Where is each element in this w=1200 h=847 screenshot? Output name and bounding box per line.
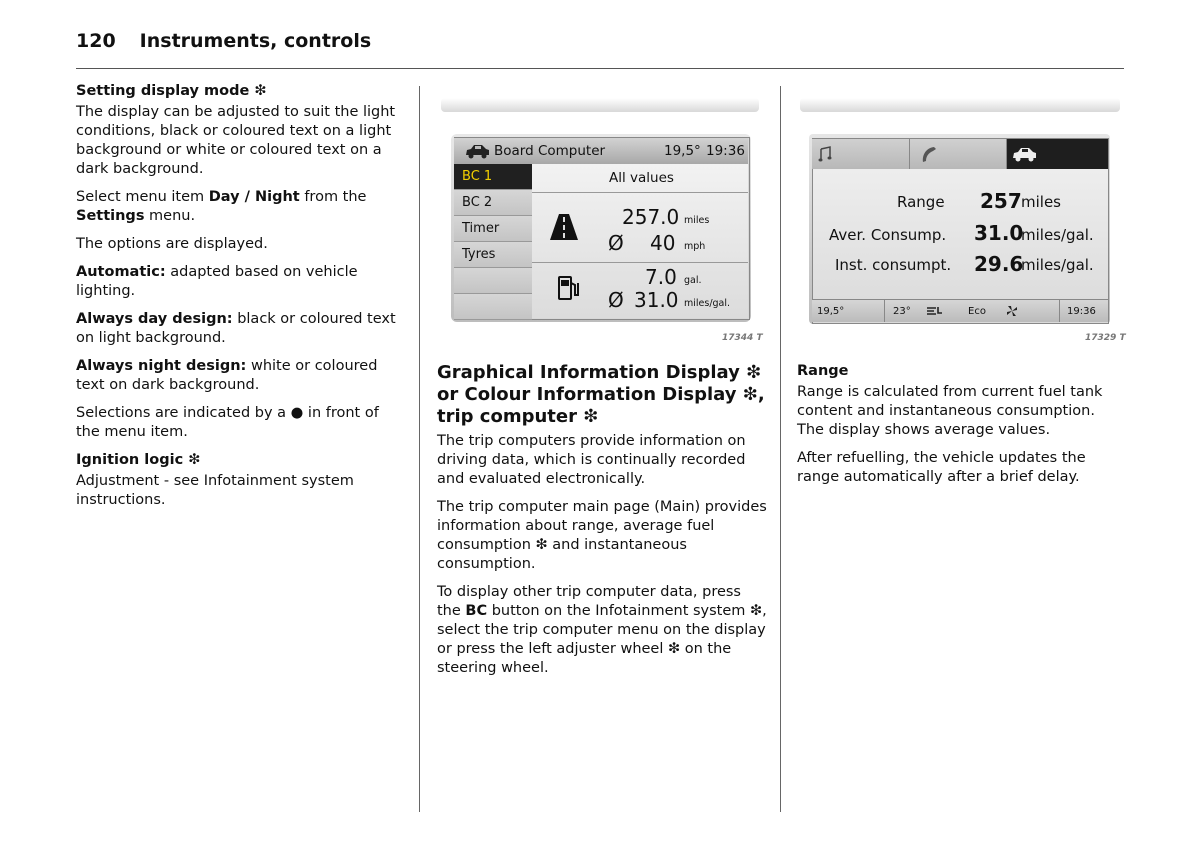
speed-value: 40 [650, 231, 676, 255]
menu-item-empty [454, 268, 532, 294]
column-1 [76, 82, 404, 519]
set-temperature: 23° [893, 306, 911, 317]
setting-display-text: The display can be adjusted to suit the light conditions, black or coloured text on a light background or white or coloured text on a dark background. [76, 104, 396, 177]
selection-indicator-text: Selections are indicated by a ● in front of the menu item. [76, 405, 379, 440]
outside-temperature: 19,5° [817, 306, 845, 317]
board-computer-title-bar [454, 138, 748, 164]
average-consumption-unit: miles/gal. [1021, 226, 1094, 244]
instant-consumption-value: 29.6 [974, 252, 1024, 276]
instant-consumption-label: Inst. consumpt. [835, 256, 952, 274]
display-tabs [812, 139, 1108, 169]
column-divider-2 [780, 86, 781, 812]
divider [532, 262, 748, 263]
average-symbol: Ø [608, 231, 624, 255]
ignition-logic-text: Adjustment - see Infotainment system instructions. [76, 473, 354, 508]
menu-item-empty [454, 294, 532, 320]
range-description: Range is calculated from current fuel tank content and instantaneous consumption. The display shows average values. [797, 384, 1103, 438]
instant-consumption-unit: miles/gal. [1021, 256, 1094, 274]
consumption-value: 31.0 [634, 288, 679, 312]
menu-item-timer[interactable]: Timer [454, 216, 532, 242]
status-bar [812, 299, 1108, 322]
menu-item-bc2[interactable]: BC 2 [454, 190, 532, 216]
divider [1059, 300, 1060, 322]
car-icon [1011, 146, 1037, 162]
range-unit: miles [1021, 193, 1061, 211]
day-design-option: Always day design: black or coloured text on light background. [76, 311, 396, 346]
tab-board-computer[interactable] [1007, 139, 1108, 169]
road-icon [550, 214, 578, 240]
divider [532, 192, 748, 193]
music-note-icon [818, 146, 832, 162]
board-computer-title: Board Computer [494, 143, 606, 159]
range-unit: miles [684, 215, 710, 226]
divider [884, 300, 885, 322]
fuel-value: 7.0 [645, 265, 677, 289]
average-symbol: Ø [608, 288, 624, 312]
menu-item-bc1[interactable]: BC 1 [454, 164, 532, 190]
all-values-label: All values [609, 170, 674, 186]
display-bezel-top [800, 98, 1120, 112]
display-bezel-top [441, 98, 759, 112]
clock: 19:36 [706, 143, 745, 159]
speed-unit: mph [684, 241, 706, 252]
car-icon [464, 143, 490, 159]
fuel-pump-icon [558, 275, 580, 301]
ignition-logic-heading: Ignition logic ❇ [76, 452, 201, 468]
tab-phone[interactable] [910, 139, 1007, 169]
setting-display-heading: Setting display mode ❇ [76, 83, 267, 99]
trip-computer-navigation: To display other trip computer data, press the BC button on the Infotainment system ❇, select the trip computer menu on the display or press the left adjuster wheel ❇ on the steering wheel. [437, 584, 767, 676]
automatic-option: Automatic: adapted based on vehicle lighting. [76, 264, 358, 299]
page-header [76, 30, 371, 52]
options-text: The options are displayed. [76, 236, 268, 252]
fan-icon [1006, 305, 1018, 317]
board-computer-values [532, 164, 748, 318]
air-distribution-icon [926, 305, 944, 317]
outside-temperature: 19,5° [664, 143, 701, 159]
board-computer-menu [454, 164, 532, 320]
night-design-option: Always night design: white or coloured text on dark background. [76, 358, 378, 393]
figure-number: 17329 T [1085, 333, 1126, 343]
average-consumption-label: Aver. Consump. [829, 226, 947, 244]
tab-audio[interactable] [812, 139, 910, 169]
menu-item-tyres[interactable]: Tyres [454, 242, 532, 268]
section-heading: Graphical Information Display ❇ or Colour Information Display ❇, trip computer ❇ [437, 362, 765, 427]
header-rule [76, 68, 1124, 69]
clock: 19:36 [1067, 306, 1096, 317]
select-menu-text: Select menu item Day / Night from the Settings menu. [76, 189, 367, 224]
page-number: 120 [76, 30, 116, 52]
column-2 [437, 362, 767, 687]
range-value: 257 [980, 189, 1022, 213]
range-label: Range [897, 193, 945, 211]
column-3 [797, 362, 1123, 496]
range-value: 257.0 [622, 205, 680, 229]
eco-mode: Eco [968, 306, 986, 317]
page-title: Instruments, controls [139, 30, 372, 52]
range-refuelling: After refuelling, the vehicle updates the range automatically after a brief delay. [797, 450, 1086, 485]
trip-computer-main-page: The trip computer main page (Main) provides information about range, average fuel consumption ❇ and instantaneous consumption. [437, 499, 767, 572]
average-consumption-value: 31.0 [974, 221, 1024, 245]
column-divider-1 [419, 86, 420, 812]
fuel-unit: gal. [684, 275, 702, 286]
figure-number: 17344 T [722, 333, 763, 343]
consumption-unit: miles/gal. [684, 298, 731, 309]
range-heading: Range [797, 363, 849, 379]
trip-computer-intro: The trip computers provide information on driving data, which is continually recorded and evaluated electronically. [437, 433, 746, 487]
phone-icon [920, 145, 938, 163]
